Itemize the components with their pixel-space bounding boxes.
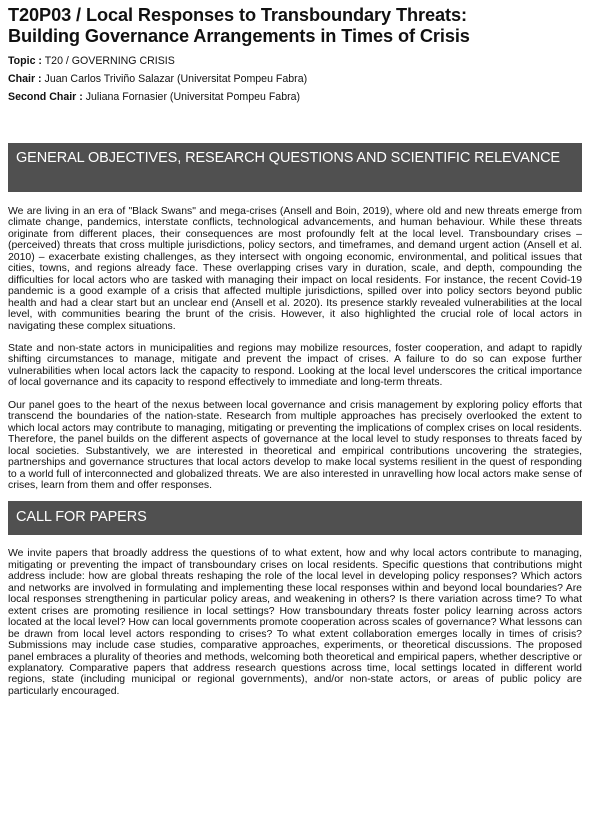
section-heading-objectives: GENERAL OBJECTIVES, RESEARCH QUESTIONS AND SCIENTIFIC RELEVANCE [8, 143, 582, 192]
panel-title [8, 5, 582, 47]
objectives-paragraph-2: State and non-state actors in municipalities and regions may mobilize resources, foster cooperation, and adapt to rapidly shifting circumstances to manage, mitigate and prevent the impact of crises. A failure to do so can expose further vulnerabilities when local actors lack the capacity to respond. Looking at the local level underscores the critical importance of local governance and its capacity to respond effectively to immediate and long-term threats. [8, 342, 582, 389]
second-chair-label: Second Chair : [8, 91, 83, 103]
panel-meta [8, 52, 582, 106]
section-heading-call-for-papers: CALL FOR PAPERS [8, 501, 582, 535]
topic-label: Topic : [8, 55, 42, 67]
chair-label: Chair : [8, 73, 42, 85]
objectives-paragraph-3: Our panel goes to the heart of the nexus between local governance and crisis management by exploring policy efforts that transcend the boundaries of the nation-state. Research from multiple approaches has precisely overlooked the extent to which local actors may contribute to managing, mitigating or preventing the implications of complex crises on local residents. Therefore, the panel builds on the different aspects of governance at the local level to study responses to threats faced by local societies. Substantively, we are interested in theoretical and empirical contributions uncovering the strategies, partnerships and governance structures that local actors develop to make local systems resilient in the quest of responding to a world full of interconnected and globalized threats. We are also interested in unravelling how local actors make sense of crises, learn from them and offer responses. [8, 399, 582, 491]
topic-value: T20 / GOVERNING CRISIS [44, 55, 175, 67]
chair-value: Juan Carlos Triviño Salazar (Universitat Pompeu Fabra) [44, 73, 308, 85]
objectives-paragraph-1: We are living in an era of "Black Swans" and mega-crises (Ansell and Boin, 2019), where old and new threats emerge from climate change, pandemics, interstate conflicts, technological advancements, and human behaviour. While these threats originate from different places, their consequences are most profoundly felt at the local level. Transboundary crises – (perceived) threats that cross multiple jurisdictions, policy sectors, and timeframes, and demand urgent action (Ansell et al. 2010) – exacerbate existing challenges, as they intersect with ongoing economic, environmental, and political issues that cities, towns, and regions already face. These overlapping crises vary in duration, scale, and depth, compounding the difficulties for local actors who are tasked with managing their impact on local residents. For instance, the recent Covid-19 pandemic is a good example of a crisis that affected multiple jurisdictions, spilled over into policy sectors beyond public health and had a clear start but an unclear end (Ansell et al. 2020). Its presence starkly revealed vulnerabilities at the local level, with communities bearing the brunt of the crisis. However, it also highlighted the crucial role of local actors in navigating these complex situations. [8, 206, 582, 332]
topic-row [8, 52, 582, 70]
panel-title-line-2: Building Governance Arrangements in Times of Crisis [8, 26, 470, 46]
second-chair-row [8, 88, 582, 106]
panel-title-line-1: T20P03 / Local Responses to Transboundary Threats: [8, 5, 467, 25]
chair-row [8, 70, 582, 88]
second-chair-value: Juliana Fornasier (Universitat Pompeu Fabra) [85, 91, 301, 103]
call-for-papers-paragraph: We invite papers that broadly address the questions of to what extent, how and why local actors contribute to managing, mitigating or preventing the impact of transboundary crises on local residents. Specific questions that contributions might address include: how are global threats reshaping the role of the local level in developing policy responses? Which actors and networks are involved in formulating and implementing these local responses within and beyond local boundaries? Are local responses strengthening in particular policy areas, and weakening in others? Is there variation across time? To what extent crises are promoting resilience in local settings? How transboundary threats foster policy learning across actors located at the local level? How can local governments promote cooperation across scales of governance? What lessons can be drawn from local level actors responding to crises? To what extent collaboration emerges locally in times of crisis? Submissions may include case studies, comparative approaches, experiments, or theoretical discussions. The proposed panel embraces a plurality of theories and methods, welcoming both theoretical and empirical papers, whether descriptive or explanatory. Comparative papers that address research questions across time, local settings located in different world regions, state (including municipal or regional governments), and/or non-state actors, or areas of public policy are particularly encouraged. [8, 548, 582, 697]
